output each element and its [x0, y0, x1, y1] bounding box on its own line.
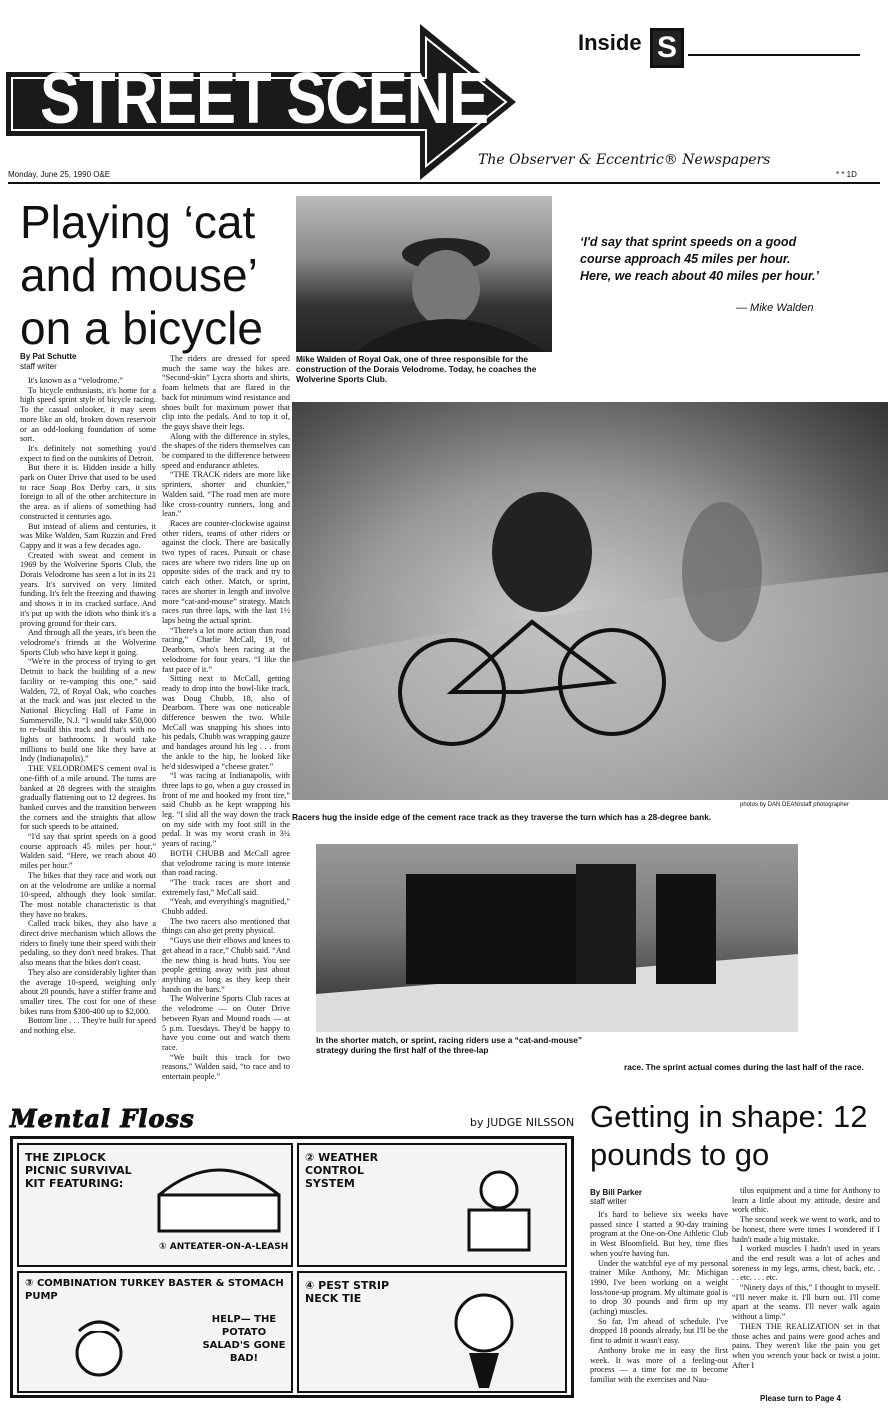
paragraph: And through all the years, it's been the velodrome's friends at the Wolverine Sports Club who have kept it going.: [20, 628, 156, 657]
side-byline: By Bill Parker: [590, 1188, 643, 1197]
speech-bubble: HELP— THE POTATO SALAD'S GONE BAD!: [202, 1314, 286, 1364]
paragraph: “I was racing at Indianapolis, with three laps to go, when a guy crossed in front of me and hooked my front tire,” said Chubb as he kept wrapping his leg. “I slid all the way down the track on my side with my foot still in the pedal. It was my worst crash in 3¼ years of racing.”: [162, 771, 290, 849]
paragraph: The riders are dressed for speed much the same way the bikes are. “Second-skin” Lycra shorts and shirts, foam helmets that are flared in the back for minimum wind resistance and shoes built for maximum power that clip into the pedals. And to top it of, the guys shave their legs.: [162, 354, 290, 431]
photo-caption-3: In the shorter match, or sprint, racing riders use a “cat-and-mouse” strategy during the first half of the three-lap: [316, 1035, 583, 1055]
cartoon-title: Mental Floss: [10, 1104, 195, 1133]
walden-portrait-photo: [296, 196, 552, 352]
inside-label: Inside: [578, 30, 642, 55]
picnic-basket-icon: [149, 1155, 289, 1235]
paragraph: “Ninety days of this,” I thought to myself. “I'll never make it. I'll burn out. I'll come apart at the seams. I'll never walk again without a limp.”: [732, 1283, 880, 1322]
panel-2-text: ② WEATHER CONTROL SYSTEM: [305, 1151, 379, 1190]
paragraph: Along with the difference in styles, the shapes of the riders themselves can be compared to the difference between speed and endurance athletes.: [162, 431, 290, 470]
panel-4-text: ③ COMBINATION TURKEY BASTER & STOMACH PUMP: [25, 1278, 284, 1302]
paragraph: The Wolverine Sports Club races at the velodrome — on Outer Drive between Ryan and Mound roads — at 5 p.m. Tuesdays. They'd be happy to have you come out and watch them race.: [162, 994, 290, 1052]
paragraph: The second week we went to work, and to be honest, there were times I wondered if I hadn't made a big mistake.: [732, 1215, 880, 1244]
byline-title: staff writer: [20, 362, 57, 371]
pull-quote: ‘I'd say that sprint speeds on a good course approach 45 miles per hour. Here, we reach about 40 miles per hour.’: [580, 235, 819, 283]
paragraph: “I'd say that sprint speeds on a good course approach 45 miles per hour,” Walden said. “Here, we reach about 40 miles per hour.”: [20, 832, 156, 871]
panel-3-label: ① ANTEATER-ON-A-LEASH: [159, 1242, 289, 1252]
paragraph: “The track races are short and extremely fast,” McCall said.: [162, 877, 290, 897]
page-tag: * * 1D: [836, 170, 857, 179]
paragraph: “Yeah, and everything's magnified,” Chubb added.: [162, 897, 290, 917]
paragraph: To bicycle enthusiasts, it's home for a high speed sprint style of bicycle racing. To the casual onlooker, it may seem more like an old, broken down reservoir or an odd-looking foundation of some sort.: [20, 385, 156, 444]
paragraph: But there it is. Hidden inside a hilly park on Outer Drive that used to be used to race Soap Box Derby cars, it sits foreign to all of the other architecture in the area. as if aliens of something had constructed it centuries ago.: [20, 463, 156, 521]
pull-quote-attribution: — Mike Walden: [736, 302, 814, 314]
byline: By Pat Schutte: [20, 352, 77, 361]
paragraph: It's known as a “velodrome.”: [28, 376, 123, 385]
paragraph: But instead of aliens and centuries, it was Mike Walden, Sam Ruzzin and Fred Cappy and it was a few decades ago.: [20, 521, 156, 550]
article-column-2: [162, 354, 290, 1088]
cartoon-panel-1: [17, 1143, 293, 1267]
newspaper-name: The Observer & Eccentric® Newspapers: [478, 152, 771, 168]
paragraph: “THE TRACK riders are more like sprinters, shorter and chunkier,” Walden said. “The road men are more like cross-country runners, long and lean.”: [162, 470, 290, 519]
side-headline: Getting in shape: 12 pounds to go: [590, 1099, 868, 1172]
paragraph: “There's a lot more action than road racing,” Charlie McCall, 19, of Dearborn, who's been racing at the velodrome for four years. “I like the fast pace of it.”: [162, 625, 290, 674]
chef-icon: [39, 1313, 179, 1393]
masthead-title: STREET SCENE: [40, 58, 489, 139]
paragraph: Anthony broke me in easy the first week. It was more of a feeling-out process — a time for me to become familiar with the exercises and Nau-: [590, 1345, 728, 1384]
paragraph: Created with sweat and cement in 1969 by the Wolverine Sports Club, the Dorais Velodrome has seen a lot in its 21 years. It's survived on very limited funding. It's felt the freezing and thawing and shows it in its cracked surface. And it's put up with the idiots who think it's a proving ground for their cars.: [20, 550, 156, 628]
velodrome-rider-photo: [292, 402, 888, 800]
side-byline-title: staff writer: [590, 1197, 627, 1206]
paragraph: BOTH CHUBB and McCall agree that velodrome racing is more intense than road racing.: [162, 848, 290, 878]
cartoon-panel-3: [17, 1271, 293, 1393]
paragraph: “Guys use their elbows and knees to get ahead in a race,” Chubb said. “And the new thing is head butts. You see people getting away with just about anything as long as they keep their hands on the bars.”: [162, 936, 290, 994]
paragraph: The bikes that they race and work out on at the velodrome are unlike a normal 10-speed, although they look similar. The most notable characteristic is that they have no brakes.: [20, 870, 156, 919]
continuation-note: Please turn to Page 4: [760, 1394, 841, 1403]
cartoon-panel-4: [297, 1271, 567, 1393]
pack-riders-photo: [316, 844, 798, 1032]
paragraph: It's hard to believe six weeks have passed since I started a 90-day training program at the One-on-One Athletic Club in West Bloomfield. But hey, time flies when you're having fun.: [590, 1210, 728, 1258]
photo-credit: photos by DAN DEAN/staff photographer: [740, 802, 849, 808]
paragraph: I worked muscles I hadn't used in years and the end result was a lot of aches and soreness in my legs, arms, chest, back, etc. . . . etc. . . . etc.: [732, 1244, 880, 1283]
main-headline: Playing ‘cat and mouse’ on a bicycle: [20, 196, 263, 354]
man-necktie-icon: [409, 1283, 559, 1391]
cartoon-byline: by JUDGE NILSSON: [470, 1116, 575, 1129]
side-column-2: [732, 1186, 880, 1382]
panel-1-text: THE ZIPLOCK PICNIC SURVIVAL KIT FEATURING:: [25, 1151, 132, 1190]
paragraph: tilus equipment and a time for Anthony to learn a little about my attitude, desire and work ethic.: [732, 1186, 880, 1215]
paragraph: Under the watchful eye of my personal trainer Mike Anthony, Mr. Michigan 1990, I've been working on a weight loss/tone-up program. My ultimate goal is to drop 30 pounds and firm up my (aching) muscles.: [590, 1258, 728, 1317]
dateline: Monday, June 25, 1990 O&E: [8, 170, 111, 179]
paragraph: The two racers also mentioned that things can also get pretty physical.: [162, 916, 290, 936]
paragraph: Races are counter-clockwise against other riders, teams of other riders or against the clock. There are basically two types of races. Pursuit or chase races are where two riders line up on opposite sides of the track and try to catch each other. Match, or sprint, races are shorter in length and involve more “cat-and-mouse” strategy. Match races run three laps, with the last 1½ laps being the actual sprint.: [162, 518, 290, 625]
paragraph: They also are considerably lighter than the average 10-speed, weighing only about 20 pounds, have a stiffer frame and smaller tires. The cost for one of these bikes runs from $300-400 up to $2,000.: [20, 967, 156, 1016]
paragraph: THEN THE REALIZATION set in that those aches and pains were good aches and pains. They weren't like the pain you get when you wrench your back or twist a joint. After I: [732, 1321, 880, 1370]
photo-caption-1: Mike Walden of Royal Oak, one of three responsible for the construction of the Dorais Velodrome. Today, he coaches the Wolverine Sports Club.: [296, 354, 537, 384]
masthead-rule: [688, 54, 860, 56]
paragraph: “We're in the process of trying to get Detroit to back the building of a new facility or re-vamping this one,” said Walden, 72, of Royal Oak, who coaches at the track and was just elected to the National Bicycling Hall of Fame in Summerville, N.J. “I would take $50,000 to re-build this track and that's with no lights or bathrooms. It would take millions to build one like they have at Indy (Indianapolis).”: [20, 657, 156, 764]
paragraph: It's definitely not something you'd expect to find on the outskirts of Detroit.: [20, 443, 156, 463]
photo-caption-3-continued: race. The sprint actual comes during the last half of the race.: [624, 1062, 864, 1072]
cartoon-panel-2: [297, 1143, 567, 1267]
paragraph: Sitting next to McCall, getting ready to drop into the bowl-like track, was Doug Chubb, 18, also of Dearborn. There was one noticeable difference beswen the two. While McCall was snapping his shoes into his pedals, Chubb was wrapping gauze and bandages around his leg . . . from the ankle to the hip, he looked like he'd sideswiped a “cheese grater.”: [162, 674, 290, 771]
date-rule: [8, 182, 880, 184]
article-column-1: [20, 376, 156, 1088]
photo-caption-2: Racers hug the inside edge of the cement race track as they traverse the turn which has a 28-degree bank.: [292, 812, 712, 822]
panel-5-text: ④ PEST STRIP NECK TIE: [305, 1279, 390, 1305]
paragraph: THE VELODROME'S cement oval is one-fifth of a mile around. The turns are banked at 28 degrees with the straights gradually flattening out to 12 degrees. Its banked curves and the transition between the corners and the straights that allow for such speeds to be attained.: [20, 764, 156, 832]
paragraph: “We built this track for two reasons,” Walden said, “to race and to entertain people.”: [162, 1052, 290, 1082]
section-s-logo: S: [650, 28, 684, 68]
paragraph: Called track bikes, they also have a direct drive mechanism which allows the riders to finely tune their speed with their pedaling, so they don't need brakes. That also means that the bikes don't coast.: [20, 919, 156, 968]
side-column-1: [590, 1210, 728, 1388]
paragraph: Bottom line . . . They're built for speed and nothing else.: [20, 1016, 156, 1036]
paragraph: So far, I'm ahead of schedule. I've dropped 18 pounds already, but I'll be the first to admit it wasn't easy.: [590, 1316, 728, 1346]
man-reading-icon: [429, 1165, 559, 1255]
cartoon-strip: [10, 1136, 574, 1398]
